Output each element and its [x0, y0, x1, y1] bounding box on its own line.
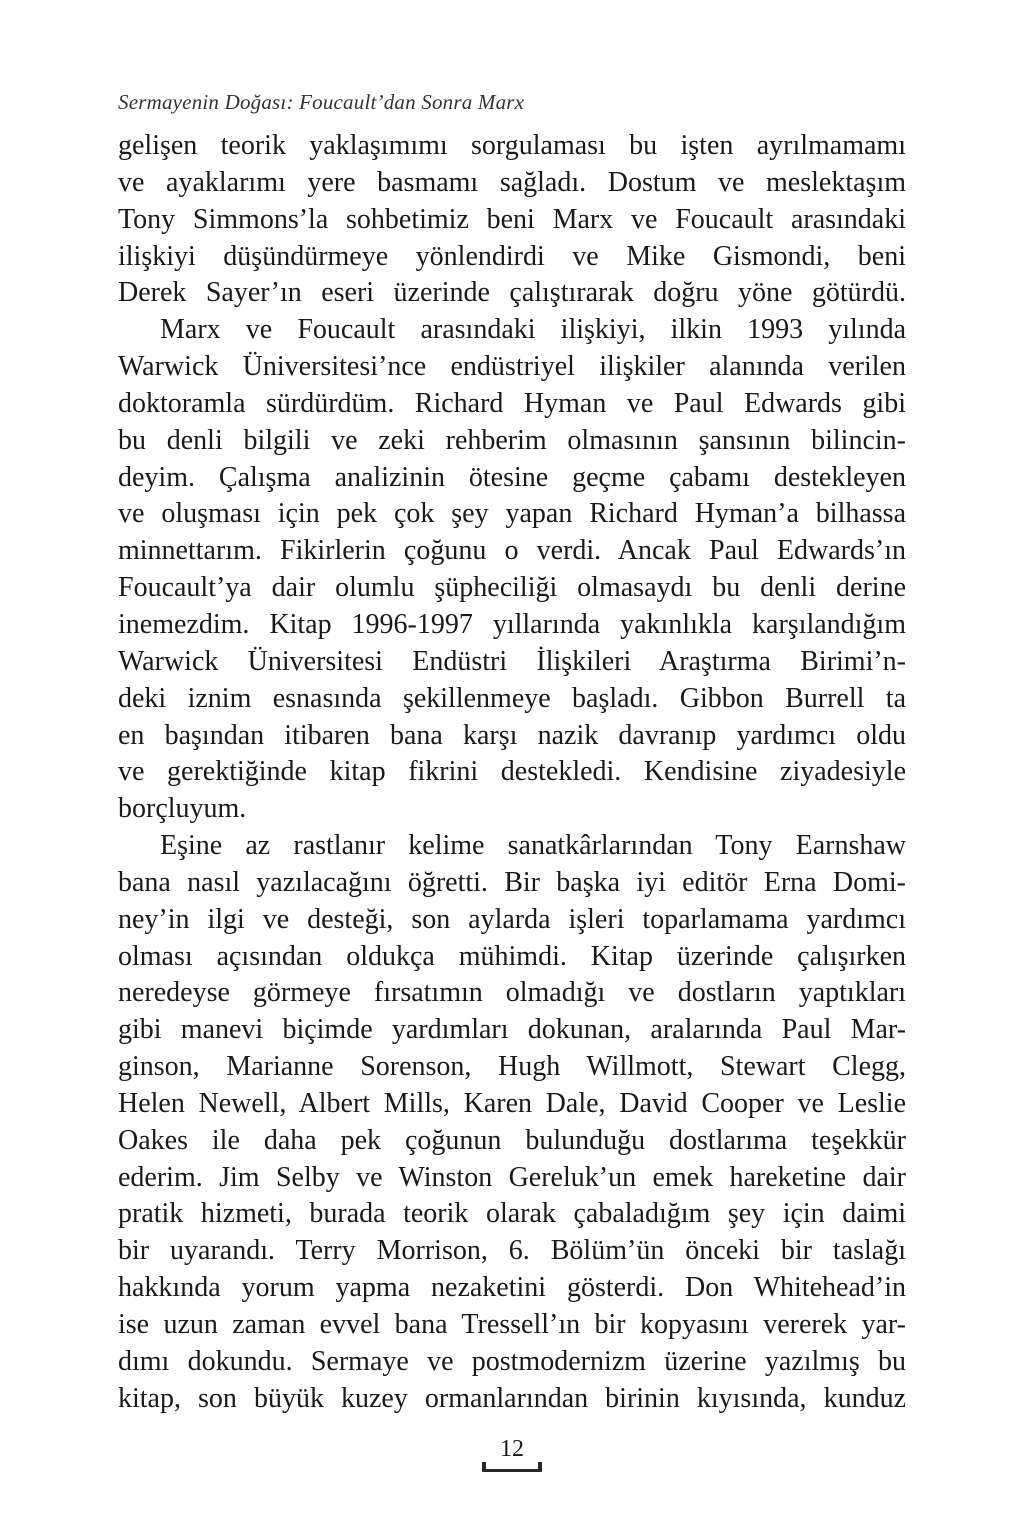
page-number-bracket	[482, 1433, 542, 1472]
text-line: Marx ve Foucault arasındaki ilişkiyi, ilkin 1993 yılında	[160, 314, 906, 346]
text-line: deki iznim esnasında şekillenmeye başladı. Gibbon Burrell ta	[118, 682, 906, 714]
paragraph-3	[118, 828, 906, 1418]
text-line: hakkında yorum yapma nezaketini gösterdi. Don Whitehead’in	[118, 1272, 906, 1304]
text-line: bir uyarandı. Terry Morrison, 6. Bölüm’ün önceki bir taslağı	[118, 1235, 906, 1267]
text-line: Eşine az rastlanır kelime sanatkârlarından Tony Earnshaw	[160, 830, 906, 862]
text-line: kitap, son büyük kuzey ormanlarından birinin kıyısında, kunduz	[118, 1382, 906, 1414]
text-line: minnettarım. Fikirlerin çoğunu o verdi. Ancak Paul Edwards’ın	[118, 535, 906, 567]
paragraph-1	[118, 128, 906, 312]
text-line: ve ayaklarımı yere basmamı sağladı. Dostum ve meslektaşım	[118, 166, 906, 198]
text-line: Foucault’ya dair olumlu şüpheciliği olmasaydı bu denli derine	[118, 572, 906, 604]
text-line: inemezdim. Kitap 1996-1997 yıllarında yakınlıkla karşılandığım	[118, 608, 906, 640]
text-line: ise uzun zaman evvel bana Tressell’ın bir kopyasını vererek yar-	[118, 1309, 906, 1340]
text-line: borçluyum.	[118, 793, 247, 825]
text-line: ney’in ilgi ve desteği, son aylarda işleri toparlamama yardımcı	[118, 903, 906, 935]
text-line: ilişkiyi düşündürmeye yönlendirdi ve Mike Gismondi, beni	[118, 240, 906, 272]
text-line: bana nasıl yazılacağını öğretti. Bir başka iyi editör Erna Domi-	[118, 866, 906, 898]
text-line: neredeyse görmeye fırsatımın olmadığı ve dostların yaptıkları	[118, 977, 906, 1009]
running-head: Sermayenin Doğası: Foucault’dan Sonra Marx	[118, 90, 525, 114]
text-line: en başından itibaren bana karşı nazik davranıp yardımcı oldu	[118, 719, 906, 751]
body-text	[118, 128, 906, 1418]
text-line: Tony Simmons’la sohbetimiz beni Marx ve Foucault arasındaki	[118, 203, 906, 235]
text-line: bu denli bilgili ve zeki rehberim olmasının şansının bilincin-	[118, 424, 906, 456]
text-line: Warwick Üniversitesi Endüstri İlişkileri Araştırma Birimi’n-	[118, 645, 906, 677]
text-line: ginson, Marianne Sorenson, Hugh Willmott, Stewart Clegg,	[118, 1051, 906, 1083]
text-line: ve gerektiğinde kitap fikrini destekledi. Kendisine ziyadesiyle	[118, 756, 906, 788]
text-line: olması açısından oldukça mühimdi. Kitap üzerinde çalışırken	[118, 940, 906, 972]
text-line: deyim. Çalışma analizinin ötesine geçme çabamı destekleyen	[118, 461, 906, 493]
text-line: Helen Newell, Albert Mills, Karen Dale, David Cooper ve Leslie	[118, 1087, 906, 1119]
text-line: doktoramla sürdürdüm. Richard Hyman ve Paul Edwards gibi	[118, 387, 906, 419]
text-line: dımı dokundu. Sermaye ve postmodernizm üzerine yazılmış bu	[118, 1345, 906, 1377]
text-line: gibi manevi biçimde yardımları dokunan, aralarında Paul Mar-	[118, 1014, 906, 1046]
page-number: 12	[500, 1436, 524, 1462]
text-line: gelişen teorik yaklaşımımı sorgulaması bu işten ayrılmamamı	[118, 130, 906, 161]
text-line: Oakes ile daha pek çoğunun bulunduğu dostlarıma teşekkür	[118, 1124, 906, 1156]
text-line: Warwick Üniversitesi’nce endüstriyel ilişkiler alanında verilen	[118, 351, 906, 383]
text-line: ederim. Jim Selby ve Winston Gereluk’un emek hareketine dair	[118, 1161, 906, 1193]
paragraph-2	[118, 312, 906, 828]
text-line: pratik hizmeti, burada teorik olarak çabaladığım şey için daimi	[118, 1198, 906, 1230]
text-line: ve oluşması için pek çok şey yapan Richard Hyman’a bilhassa	[118, 498, 906, 530]
text-line: Derek Sayer’ın eseri üzerinde çalıştırarak doğru yöne götürdü.	[118, 277, 906, 309]
